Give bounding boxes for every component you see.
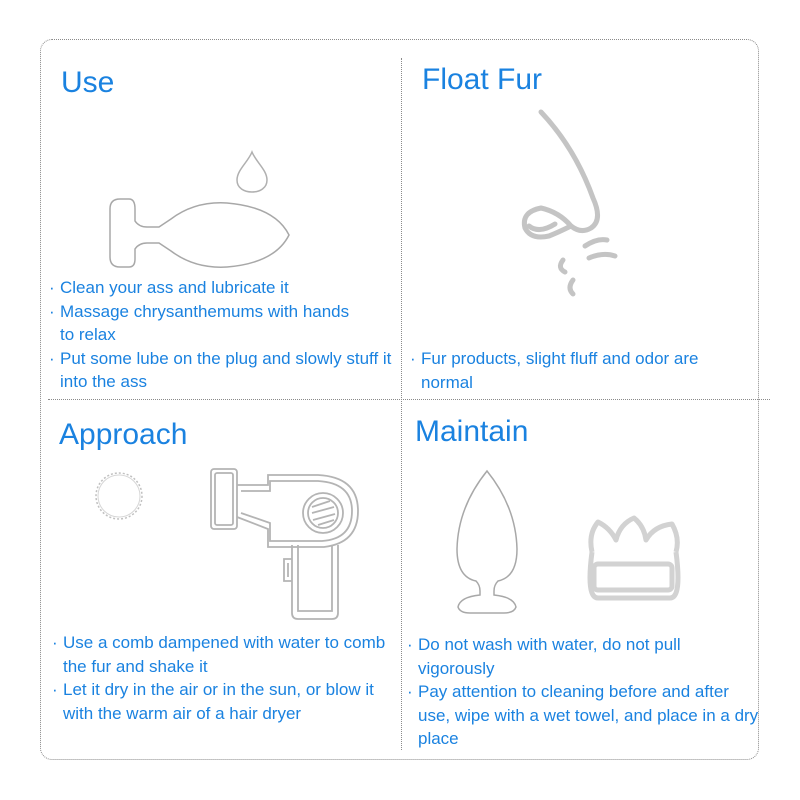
bullet-marker: · xyxy=(52,633,58,652)
vertical-divider xyxy=(401,58,402,750)
use-bullet-list xyxy=(49,276,399,394)
maintain-title: Maintain xyxy=(415,415,529,448)
butt-plug-icon xyxy=(452,467,522,617)
list-item: · Use a comb dampened with water to comb the fur and shake it xyxy=(52,633,386,676)
list-item: · Let it dry in the air or in the sun, or blow it with the warm air of a hair dryer xyxy=(52,680,374,723)
nose-icon xyxy=(515,108,635,308)
list-item: · Massage chrysanthemums with hands to relax xyxy=(49,301,350,344)
use-title: Use xyxy=(61,66,115,99)
bullet-marker: · xyxy=(407,682,413,701)
lube-drop-icon xyxy=(234,150,270,194)
list-item: · Do not wash with water, do not pull vigorously xyxy=(407,635,681,678)
bullet-marker: · xyxy=(410,349,416,368)
approach-bullet-list xyxy=(52,631,397,725)
bullet-marker: · xyxy=(407,635,413,654)
hair-dryer-icon xyxy=(208,463,368,623)
list-item: · Pay attention to cleaning before and after use, wipe with a wet towel, and place in a dry place xyxy=(407,682,759,748)
butt-plug-icon xyxy=(105,195,295,275)
bullet-marker: · xyxy=(49,278,55,297)
list-item: · Fur products, slight fluff and odor are normal xyxy=(410,349,699,392)
list-item: · Clean your ass and lubricate it xyxy=(49,276,399,300)
float-fur-bullet-list xyxy=(410,347,740,394)
bullet-marker: · xyxy=(52,680,58,699)
list-item: · Put some lube on the plug and slowly stuff it into the ass xyxy=(49,348,392,391)
bullet-marker: · xyxy=(49,348,55,368)
tissue-box-icon xyxy=(578,512,688,602)
float-fur-title: Float Fur xyxy=(422,63,543,96)
bullet-marker: · xyxy=(49,301,55,321)
sponge-icon xyxy=(92,470,146,522)
maintain-bullet-list xyxy=(407,633,759,751)
approach-title: Approach xyxy=(59,418,188,451)
horizontal-divider xyxy=(48,399,770,400)
